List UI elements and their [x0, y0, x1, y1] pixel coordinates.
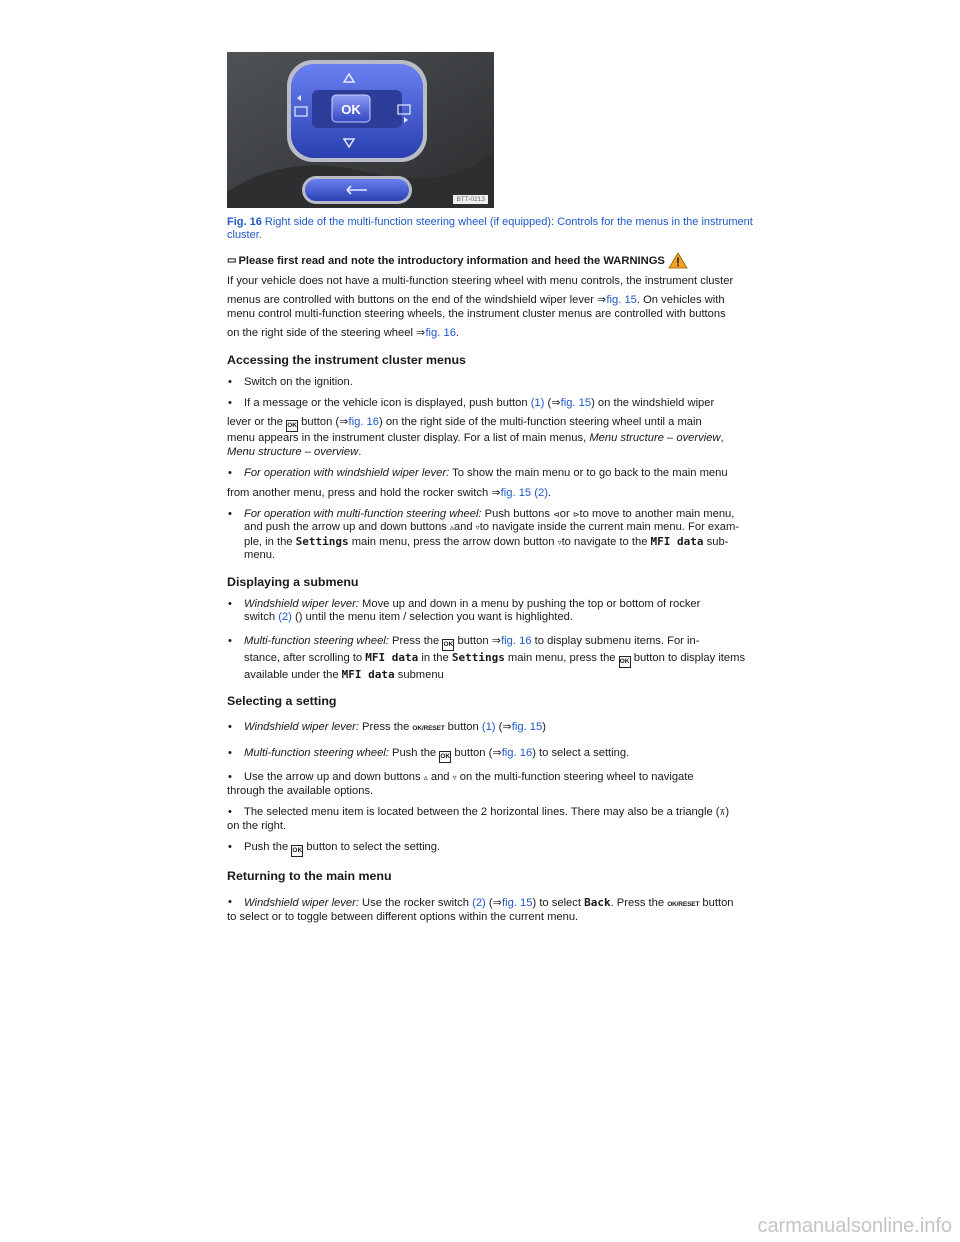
- list-item: • Windshield wiper lever: Move up and down in a menu by pushing the top or bottom of rocker switch (2) () until the menu item / selection you want is highlighted.: [228, 597, 701, 624]
- list-item: • Multi-function steering wheel: Push the OK button (⇒fig. 16) to select a setting.: [227, 747, 767, 763]
- list-item: • Windshield wiper lever: Use the rocker switch (2) (⇒fig. 15) to select Back. Press the OK/RESET button: [228, 895, 734, 909]
- ok-button-icon: OK: [291, 845, 303, 857]
- warning-icon: [668, 252, 688, 269]
- figure-caption: Fig. 16 Right side of the multi-function steering wheel (if equipped): Controls for the menus in the instrument cluster.: [227, 216, 753, 241]
- ok-reset-button-icon: OK/RESET: [412, 724, 445, 732]
- menu-right-icon: ⊳: [572, 510, 580, 520]
- fig15-link[interactable]: fig. 15: [511, 720, 543, 733]
- fig15-link[interactable]: fig. 15: [502, 896, 533, 909]
- figure-id: BTT-0213: [453, 195, 488, 204]
- list-item: • Push the OK button to select the setting.: [227, 841, 767, 857]
- ok-button-icon: OK: [619, 656, 631, 668]
- section-heading-submenu: Displaying a submenu: [227, 574, 359, 589]
- arrow-down-icon: ▿: [557, 537, 562, 547]
- section-heading-accessing: Accessing the instrument cluster menus: [227, 352, 466, 367]
- list-item: • For operation with windshield wiper lever: To show the main menu or to go back to the main menu: [228, 467, 728, 480]
- list-item: • Switch on the ignition.: [228, 375, 353, 388]
- arrow-up-icon: ▵: [423, 773, 428, 783]
- list-item: • Windshield wiper lever: Press the OK/RESET button (1) (⇒fig. 15): [228, 720, 546, 733]
- rocker-2-link[interactable]: (2): [278, 611, 292, 624]
- menu-left-icon: ⊲: [553, 510, 560, 520]
- steering-wheel-figure: [227, 52, 494, 208]
- ok-button-icon: OK: [286, 420, 298, 432]
- arrow-down-icon: ▿: [452, 773, 457, 783]
- arrow-up-icon: ▵: [449, 523, 454, 533]
- ok-button-icon: OK: [439, 751, 451, 763]
- fig15-link[interactable]: fig. 15: [606, 294, 637, 307]
- arrow-down-icon: ▿: [475, 523, 480, 533]
- list-item: • The selected menu item is located between the 2 horizontal lines. There may also be a triangle (⊼): [228, 806, 730, 819]
- button-1-link[interactable]: (1): [530, 397, 545, 410]
- fig16-link[interactable]: fig. 16: [501, 634, 532, 647]
- steering-wheel-illustration: [227, 52, 494, 208]
- watermark: carmanualsonline.info: [757, 1215, 952, 1237]
- list-item: • For operation with multi-function steering wheel: Push buttons ⊲or ⊳to move to another main menu, and push the arrow up and down buttons ▵and ▿to navigate inside the current main menu. For exam- ple, in the Settings main menu, press the arrow down button ▿to navigate to the MFI data sub- menu.: [228, 508, 739, 562]
- fig16-link[interactable]: fig. 16: [348, 416, 379, 429]
- button-1-link[interactable]: (1): [481, 720, 496, 733]
- triangle-icon: ⊼: [719, 808, 726, 818]
- ok-button-label: OK: [341, 102, 361, 117]
- ok-button-icon: OK: [442, 639, 454, 651]
- fig16-link[interactable]: fig. 16: [425, 327, 456, 340]
- fig15-2-link[interactable]: fig. 15 (2): [500, 486, 548, 499]
- section-heading-returning: Returning to the main menu: [227, 868, 392, 883]
- section-heading-selecting: Selecting a setting: [227, 693, 337, 708]
- list-item: • Use the arrow up and down buttons ▵ and ▿ on the multi-function steering wheel to navigate: [228, 771, 694, 784]
- page-content: OK BTT-0213 Fig. 16 Right side of the multi-function steering wheel (if equipped): Controls for the menus in the instrument cluster. ▭ Please first read and note the introductory information and heed the WARNINGS If your vehicle does not have a multi-function steering wheel with menu controls, the instrument cluster menus are controlled with buttons on the end of the windshield wiper lever ⇒fig. 15. On vehicles with menu control multi-function steering wheels, the instrument cluster menus are controlled with buttons on the right side of the steering wheel ⇒fig. 16. Accessing the instrument cluster menus • Switch on the ignition. • If a message or the vehicle icon is displayed, push button (1) (⇒fig. 15) on the windshield wiper lever or the OK button (⇒fig. 16) on the right side of the multi-function steering wheel until a main menu appears in the instrument cluster display. For a list of main menus, Menu structure – overview, Menu structure – overview. • For operation with windshield wiper lever: To show the main menu or to go back to the main menu from another menu, press and hold the rocker switch ⇒fig. 15 (2). • For operation with multi-function steering wheel: Push buttons ⊲or ⊳to move to another main menu, and push the arrow up and down buttons ▵and ▿to navigate inside the current main menu. For exam- ple, in the Settings main menu, press the arrow down button ▿to navigate to the MFI data sub- menu. Displaying a submenu • Windshield wiper lever: Move up and down in a menu by pushing the top or bottom of rocker switch (2) () until the menu item / selection you want is highlighted. • Multi-function steering wheel: Press the OK button ⇒fig. 16 to display submenu items. For in- stance, after scrolling to MFI data in the Settings main menu, press the OK button to display items available under the MFI data submenu Selecting a setting • Windshield wiper lever: Press the OK/RESET button (1) (⇒fig. 15) • Multi-function steering wheel: Push the OK button (⇒fig. 16) to select a setting. • Use the arrow up and down buttons ▵ and ▿ on the multi-function steering wheel to navigate through the available options. • The selected menu item is located between the 2 horizontal lines. There may also be a triangle (⊼) on the right. • Push the OK button to select the setting. Returning to the main menu • Windshield wiper lever: Use the rocker switch (2) (⇒fig. 15) to select Back. Press the OK/RESET button to select or to toggle between different options within the current menu.: [227, 52, 767, 925]
- fig15-link[interactable]: fig. 15: [560, 397, 592, 410]
- ok-reset-button-icon: OK/RESET: [667, 900, 700, 908]
- rocker-2-link[interactable]: (2): [472, 896, 486, 909]
- list-item: • Multi-function steering wheel: Press the OK button ⇒fig. 16 to display submenu items. For in- stance, after scrolling to MFI data in the Settings main menu, press the OK button to display items available under the MFI data submenu: [228, 634, 746, 681]
- warning-note: ▭ Please first read and note the introductory information and heed the WARNINGS: [227, 252, 767, 269]
- book-icon: ▭: [227, 255, 237, 266]
- intro-paragraph: If your vehicle does not have a multi-function steering wheel with menu controls, the instrument cluster: [227, 275, 734, 287]
- list-item: • If a message or the vehicle icon is displayed, push button (1) (⇒fig. 15) on the windshield wiper: [228, 397, 715, 410]
- fig16-link[interactable]: fig. 16: [501, 747, 533, 760]
